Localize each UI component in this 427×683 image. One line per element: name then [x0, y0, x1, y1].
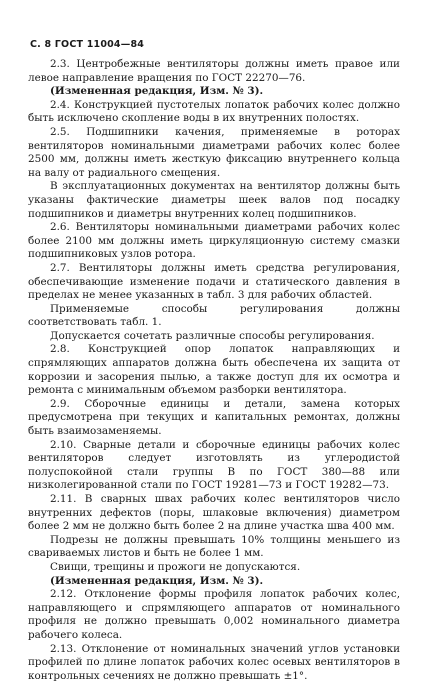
paragraph-2-7-methods: Применяемые способы регулирования должны соответствовать табл. 1.: [28, 302, 400, 329]
paragraph-2-11-defects: Свищи, трещины и прожоги не допускаются.: [50, 560, 301, 573]
page-header: С. 8 ГОСТ 11004—84: [30, 39, 145, 50]
paragraph-2-6: 2.6. Вентиляторы номинальными диаметрами рабочих колес более 2100 мм должны иметь циркуляционную систему смазки подшипниковых узлов ротора.: [28, 221, 400, 261]
paragraph-2-12: 2.12. Отклонение формы профиля лопаток рабочих колес, направляющего и спрямляющего аппаратов от номинального профиля не должно превышать 0,002 номинального диаметра рабочего колеса.: [28, 588, 400, 641]
paragraph-2-3: 2.3. Центробежные вентиляторы должны иметь правое или левое направление вращения по ГОСТ 22270—76.: [28, 58, 400, 84]
paragraph-2-11-undercuts: Подрезы не должны превышать 10% толщины меньшего из свариваемых листов и быть не более 1 мм.: [28, 533, 400, 560]
document-body: [28, 58, 400, 683]
paragraph-2-7-combine: Допускается сочетать различные способы регулирования.: [50, 329, 375, 342]
paragraph-2-5-docs: В эксплуатационных документах на вентилятор должны быть указаны фактические диаметры шеек валов под посадку подшипников и диаметры внутренних колец подшипников.: [28, 180, 400, 220]
paragraph-2-8: 2.8. Конструкцией опор лопаток направляющих и спрямляющих аппаратов должна быть обеспечена их защита от коррозии и засорения пылью, а также доступ для их осмотра и ремонта с минимальным объемом разборки вентилятора.: [28, 343, 400, 397]
paragraph-2-10: 2.10. Сварные детали и сборочные единицы рабочих колес вентиляторов следует изготовлять из углеродистой полуспокойной стали группы В по ГОСТ 380—88 или низколегированной стали по ГОСТ 19281—73 и ГОСТ 19282—73.: [28, 438, 400, 492]
paragraph-2-11: 2.11. В сварных швах рабочих колес вентиляторов число внутренних дефектов (поры, шлаковые включения) диаметром более 2 мм не должно быть более 2 на длине участка шва 400 мм.: [28, 493, 400, 533]
amendment-note: (Измененная редакция, Изм. № 3).: [50, 85, 264, 98]
paragraph-2-9: 2.9. Сборочные единицы и детали, замена которых предусмотрена при текущих и капитальных ремонтах, должны быть взаимозаменяемы.: [28, 397, 400, 438]
paragraph-2-5: 2.5. Подшипники качения, применяемые в роторах вентиляторов номинальными диаметрами рабочих колес более 2500 мм, должны иметь жесткую фиксацию внутреннего кольца на валу от радиального смещения.: [28, 125, 400, 179]
paragraph-2-7: 2.7. Вентиляторы должны иметь средства регулирования, обеспечивающие изменение подачи и статического давления в пределах не менее указанных в табл. 3 для рабочих областей.: [28, 261, 400, 302]
paragraph-2-13: 2.13. Отклонение от номинальных значений углов установки профилей по длине лопаток рабочих колес осевых вентиляторов в контрольных сечениях не должно превышать ±1°.: [28, 642, 400, 682]
paragraph-2-4: 2.4. Конструкцией пустотелых лопаток рабочих колес должно быть исключено скопление воды в их внутренних полостях.: [28, 98, 400, 125]
amendment-note: (Измененная редакция, Изм. № 3).: [50, 574, 264, 587]
